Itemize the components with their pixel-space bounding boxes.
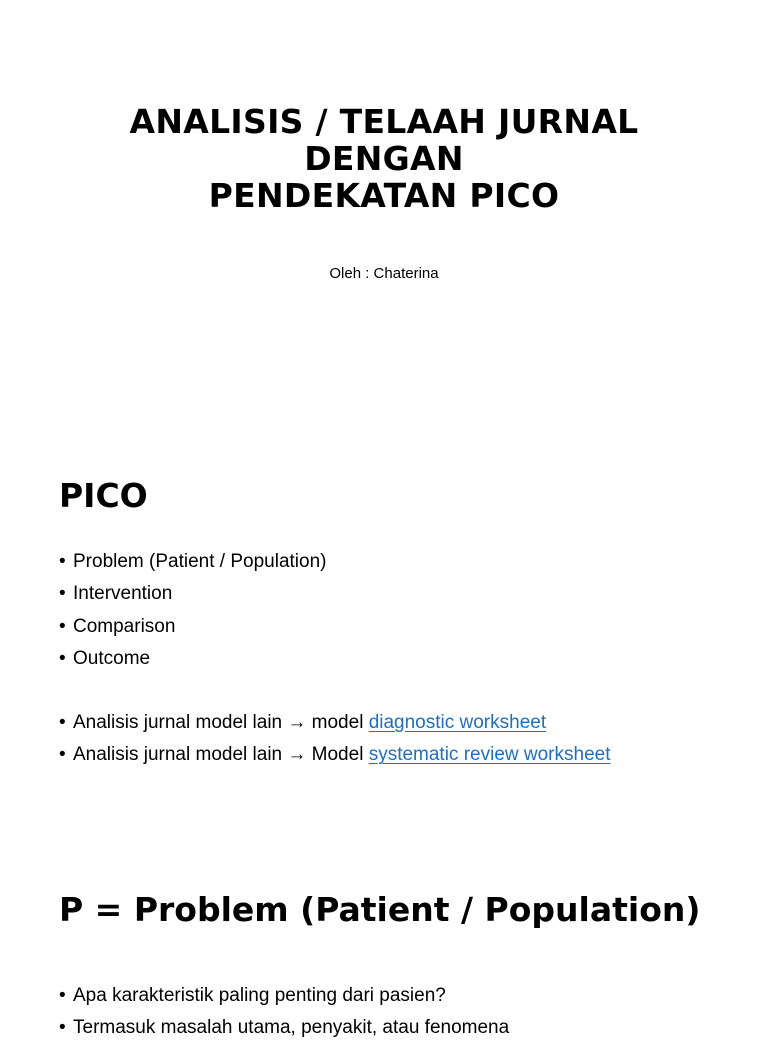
title-slide — [0, 0, 768, 408]
model-item-diagnostic — [59, 707, 610, 739]
slide-title — [0, 103, 768, 214]
model-item-text: Analisis jurnal model lain → model — [73, 712, 369, 733]
slide-title-line-2: DENGAN — [304, 139, 464, 178]
slide-title-line-3: PENDEKATAN PICO — [208, 176, 560, 215]
problem-item: • Termasuk masalah utama, penyakit, atau fenomena — [59, 1012, 509, 1044]
slide-subtitle-author: Oleh : Chaterina — [329, 265, 439, 282]
model-list — [59, 707, 610, 772]
problem-list — [59, 980, 509, 1045]
model-item-text: Analisis jurnal model lain → Model — [73, 744, 369, 766]
slide-title-line-1: ANALISIS / TELAAH JURNAL — [129, 102, 639, 141]
problem-heading: P = Problem (Patient / Population) — [59, 890, 701, 929]
pico-item-intervention: • Intervention — [59, 578, 326, 610]
pico-item-outcome: • Outcome — [59, 643, 326, 675]
problem-slide — [0, 858, 768, 1039]
pico-item-problem: • Problem (Patient / Population) — [59, 546, 326, 578]
pico-list — [59, 546, 326, 676]
diagnostic-worksheet-link[interactable]: diagnostic worksheet — [368, 712, 547, 733]
pico-heading: PICO — [59, 476, 148, 515]
problem-item: • Apa karakteristik paling penting dari pasien? — [59, 980, 509, 1012]
model-item-systematic — [59, 739, 610, 771]
pico-item-comparison: • Comparison — [59, 611, 326, 643]
systematic-review-worksheet-link[interactable]: systematic review worksheet — [368, 744, 611, 766]
pico-slide — [0, 408, 768, 858]
